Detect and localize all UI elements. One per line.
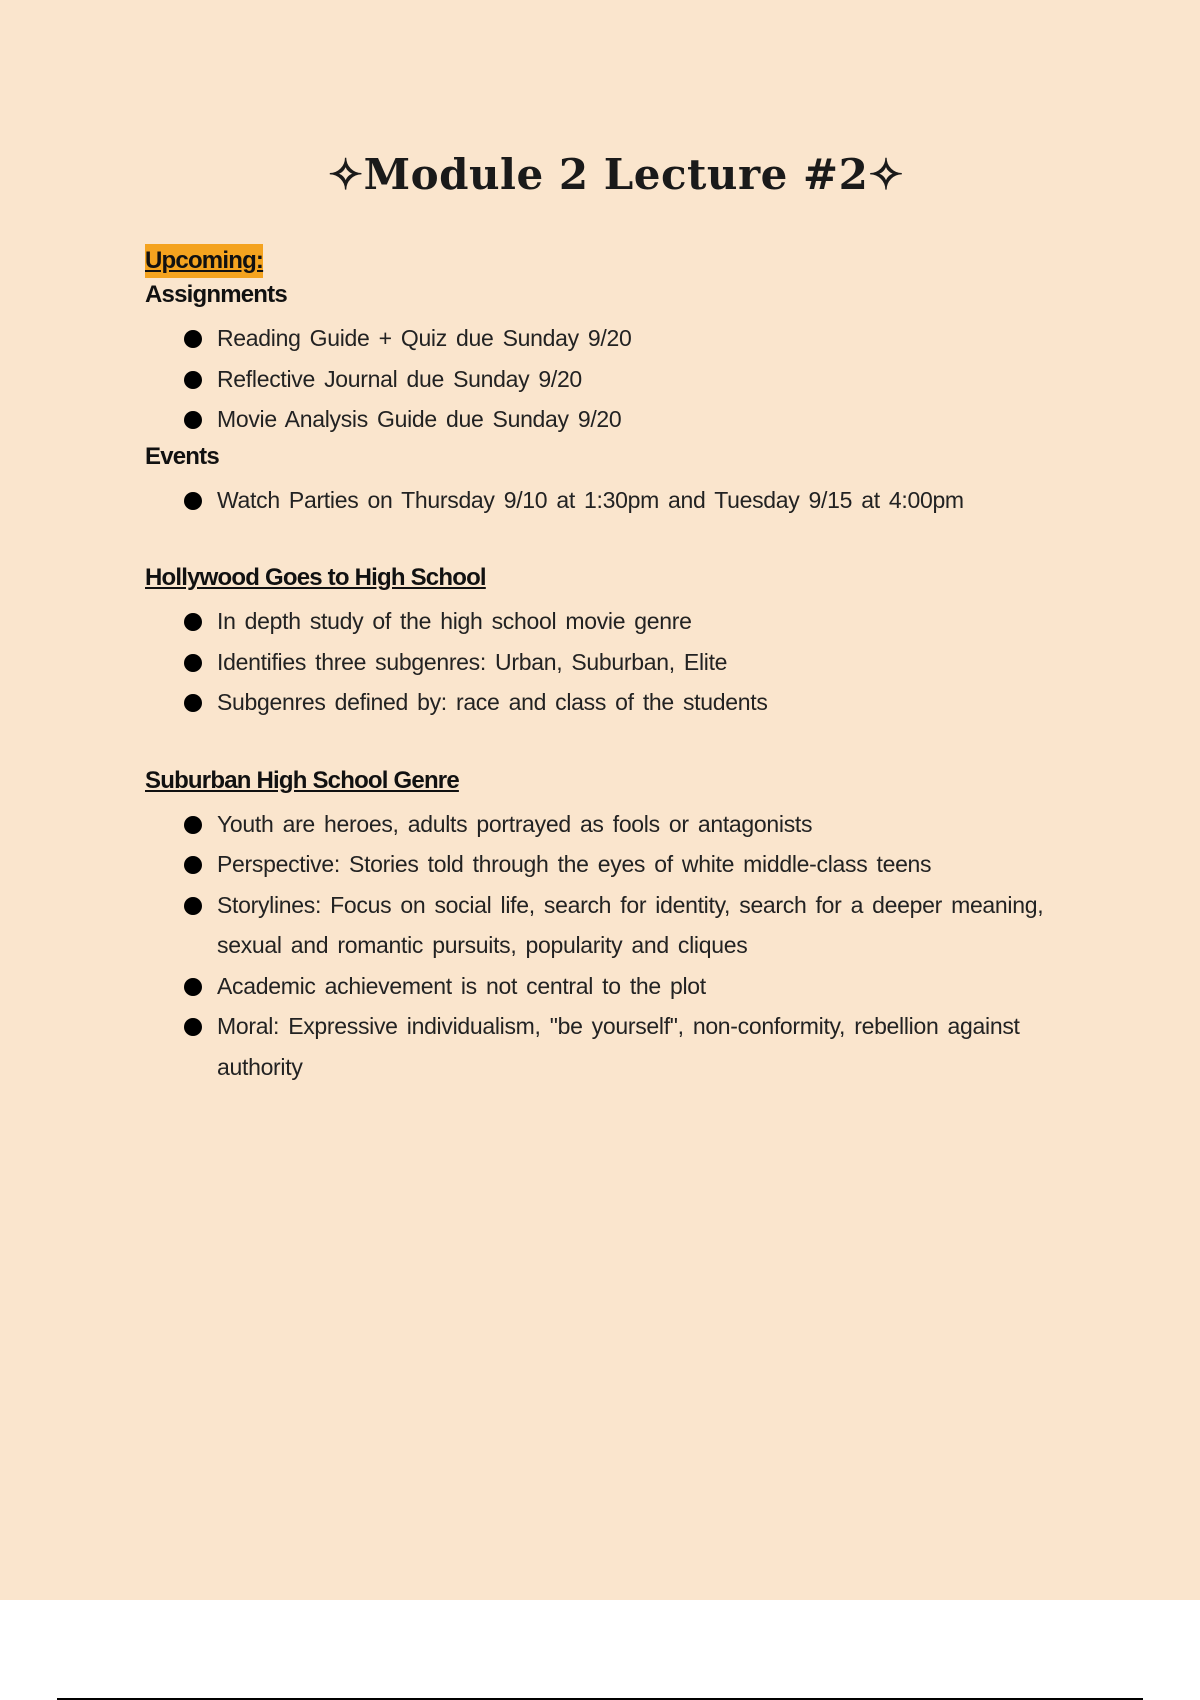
events-heading: Events — [145, 442, 219, 470]
bullet-icon — [184, 1018, 202, 1036]
list-item — [145, 682, 1065, 723]
events-list — [145, 480, 1065, 521]
list-item-text: In depth study of the high school movie genre — [217, 608, 692, 634]
list-item — [145, 885, 1065, 966]
bullet-icon — [184, 978, 202, 996]
bullet-icon — [184, 856, 202, 874]
bullet-icon — [184, 613, 202, 631]
bullet-icon — [184, 654, 202, 672]
assignments-list — [145, 318, 1065, 440]
list-item — [145, 359, 1065, 400]
list-item-text: Subgenres defined by: race and class of the students — [217, 689, 768, 715]
bullet-icon — [184, 816, 202, 834]
document-content — [145, 244, 1065, 1087]
list-item-text: Watch Parties on Thursday 9/10 at 1:30pm and Tuesday 9/15 at 4:00pm — [217, 486, 964, 513]
list-item-text: Reading Guide + Quiz due Sunday 9/20 — [217, 325, 632, 351]
list-item-text: Moral: Expressive individualism, "be yourself", non-conformity, rebellion against authority — [217, 1013, 1020, 1080]
page-title: ✧Module 2 Lecture #2✧ — [327, 150, 905, 199]
bullet-icon — [184, 694, 202, 712]
list-item — [145, 844, 1065, 885]
list-item-text: Youth are heroes, adults portrayed as fools or antagonists — [217, 810, 813, 837]
list-item — [145, 480, 1065, 521]
bullet-icon — [184, 371, 202, 389]
list-item — [145, 966, 1065, 1007]
bullet-icon — [184, 492, 202, 510]
assignments-heading: Assignments — [145, 281, 287, 308]
list-item — [145, 601, 1065, 642]
list-item — [145, 399, 1065, 440]
hollywood-list — [145, 601, 1065, 723]
list-item — [145, 318, 1065, 359]
list-item-text: Identifies three subgenres: Urban, Suburban, Elite — [217, 648, 728, 675]
list-item-text: Storylines: Focus on social life, search for identity, search for a deeper meaning, sexual and romantic pursuits, popularity and cliques — [217, 891, 1044, 958]
upcoming-label: Upcoming: — [145, 244, 277, 278]
list-item-text: Academic achievement is not central to the plot — [217, 972, 706, 999]
list-item-text: Movie Analysis Guide due Sunday 9/20 — [217, 406, 622, 432]
list-item — [145, 804, 1065, 845]
suburban-list — [145, 804, 1065, 1088]
list-item — [145, 642, 1065, 683]
bullet-icon — [184, 330, 202, 348]
bullet-icon — [184, 897, 202, 915]
list-item-text: Reflective Journal due Sunday 9/20 — [217, 365, 582, 392]
list-item-text: Perspective: Stories told through the eyes of white middle-class teens — [217, 851, 932, 877]
suburban-heading: Suburban High School Genre — [145, 766, 459, 794]
hollywood-heading: Hollywood Goes to High School — [145, 564, 486, 591]
list-item — [145, 1006, 1065, 1087]
bullet-icon — [184, 411, 202, 429]
